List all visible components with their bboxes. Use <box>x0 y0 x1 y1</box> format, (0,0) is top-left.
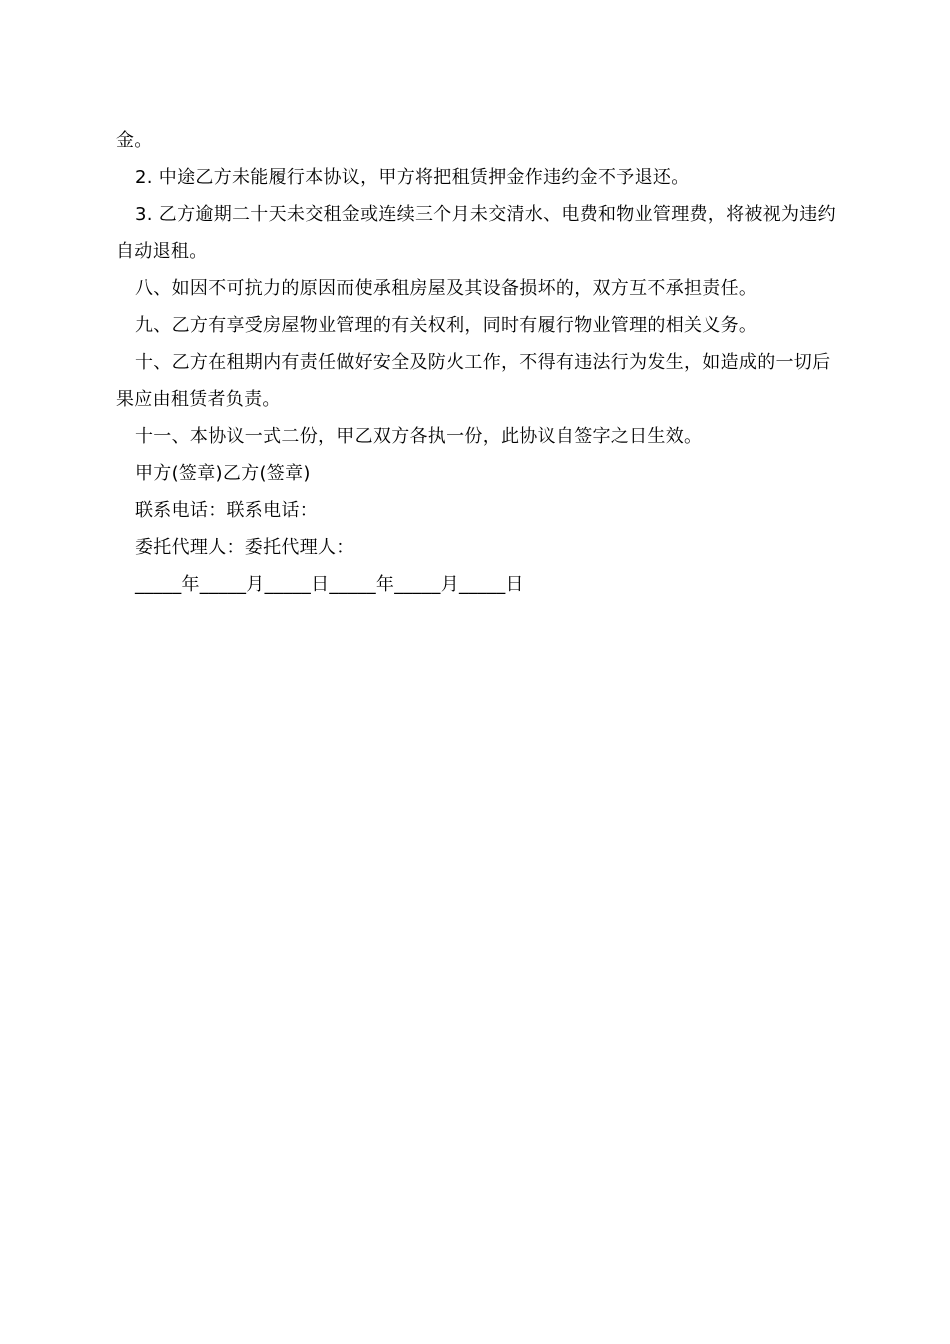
clause-9: 九、乙方有享受房屋物业管理的有关权利，同时有履行物业管理的相关义务。 <box>135 315 758 336</box>
clause-10: 十、乙方在租期内有责任做好安全及防火工作，不得有违法行为发生，如造成的一切后果应由租赁者负责。 <box>116 352 831 410</box>
clause-3: 3. 乙方逾期二十天未交租金或连续三个月未交清水、电费和物业管理费，将被视为违约自动退租。 <box>116 204 836 262</box>
signature-line: 甲方(签章)乙方(签章) <box>135 463 311 484</box>
clause-8: 八、如因不可抗力的原因而使承租房屋及其设备损坏的，双方互不承担责任。 <box>135 278 758 299</box>
agent-line: 委托代理人：委托代理人： <box>135 537 355 558</box>
document-body <box>116 122 836 603</box>
date-line: _____年_____月_____日_____年_____月_____日 <box>135 574 524 595</box>
paragraph-continuation: 金。 <box>116 130 153 151</box>
phone-line: 联系电话：联系电话： <box>135 500 318 521</box>
clause-2: 2. 中途乙方未能履行本协议，甲方将把租赁押金作违约金不予退还。 <box>135 167 690 188</box>
clause-11: 十一、本协议一式二份，甲乙双方各执一份，此协议自签字之日生效。 <box>135 426 703 447</box>
